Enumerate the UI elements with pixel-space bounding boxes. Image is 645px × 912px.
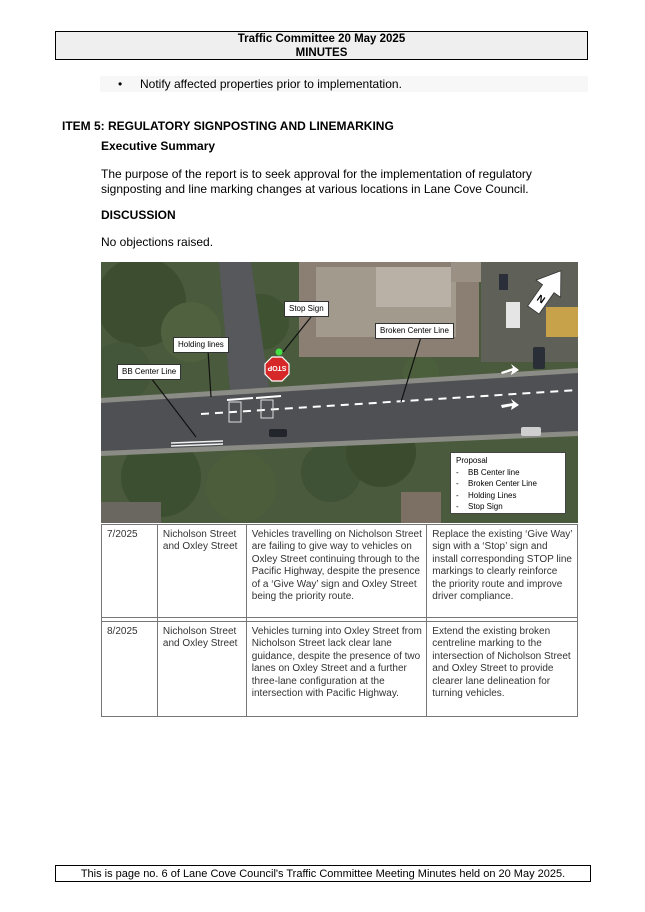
- executive-summary-heading: Executive Summary: [101, 139, 216, 153]
- table-cell-location: Nicholson Street and Oxley Street: [157, 622, 246, 717]
- item-heading: ITEM 5: REGULATORY SIGNPOSTING AND LINEMARKING: [62, 119, 394, 133]
- table-cell-ref: 8/2025: [102, 622, 158, 717]
- legend-item: - BB Center line: [456, 467, 520, 477]
- header-subtitle: MINUTES: [295, 46, 348, 59]
- stop-sign-label: Stop Sign: [284, 301, 329, 317]
- bullet-symbol: •: [118, 77, 123, 91]
- table-row: [102, 525, 578, 618]
- table-row: [102, 622, 578, 717]
- page-footer: This is page no. 6 of Lane Cove Council's Traffic Committee Meeting Minutes held on 20 May 2025.: [55, 865, 591, 882]
- north-label: N: [534, 293, 547, 307]
- table-cell-issue: Vehicles travelling on Nicholson Street are failing to give way to vehicles on Oxley Street continuing through to the Pacific Highway, despite the presence of a ‘Give Way’ sign and Oxley Street being the priority route.: [246, 525, 427, 618]
- header-title: Traffic Committee 20 May 2025: [237, 33, 406, 45]
- holding-lines-label: Holding lines: [173, 337, 229, 353]
- legend-item: - Holding Lines: [456, 490, 517, 500]
- bb-center-line-label: BB Center Line: [117, 364, 181, 380]
- stop-sign-text: STOP: [267, 364, 287, 371]
- page-header: [55, 31, 588, 60]
- table-cell-action: Replace the existing ‘Give Way’ sign with a ‘Stop’ sign and install corresponding STOP line markings to clearly reinforce the priority route and improve driver compliance.: [427, 525, 578, 618]
- table-cell-issue: Vehicles turning into Oxley Street from Nicholson Street lack clear lane guidance, despite the presence of two lanes on Oxley Street and a further three-lane configuration at the intersection with Pacific Highway.: [246, 622, 427, 717]
- stop-sign-icon: [265, 357, 289, 381]
- map-legend: [450, 452, 566, 514]
- discussion-heading: DISCUSSION: [101, 208, 176, 222]
- table-cell-action: Extend the existing broken centreline marking to the intersection of Nicholson Street and Oxley Street to provide clearer lane delineation for turning vehicles.: [427, 622, 578, 717]
- aerial-map: [101, 262, 578, 523]
- table-cell-location: Nicholson Street and Oxley Street: [157, 525, 246, 618]
- broken-center-line-label: Broken Center Line: [375, 323, 454, 339]
- legend-item: - Broken Center Line: [456, 479, 537, 488]
- legend-title: Proposal: [456, 456, 488, 465]
- executive-summary-text: The purpose of the report is to seek approval for the implementation of regulatory signposting and line marking changes at various locations in Lane Cove Council.: [101, 167, 532, 196]
- bullet-text: Notify affected properties prior to implementation.: [140, 77, 402, 91]
- table-cell-ref: 7/2025: [102, 525, 158, 618]
- discussion-text: No objections raised.: [101, 235, 214, 249]
- items-table: [101, 524, 578, 717]
- legend-item: - Stop Sign: [456, 502, 503, 511]
